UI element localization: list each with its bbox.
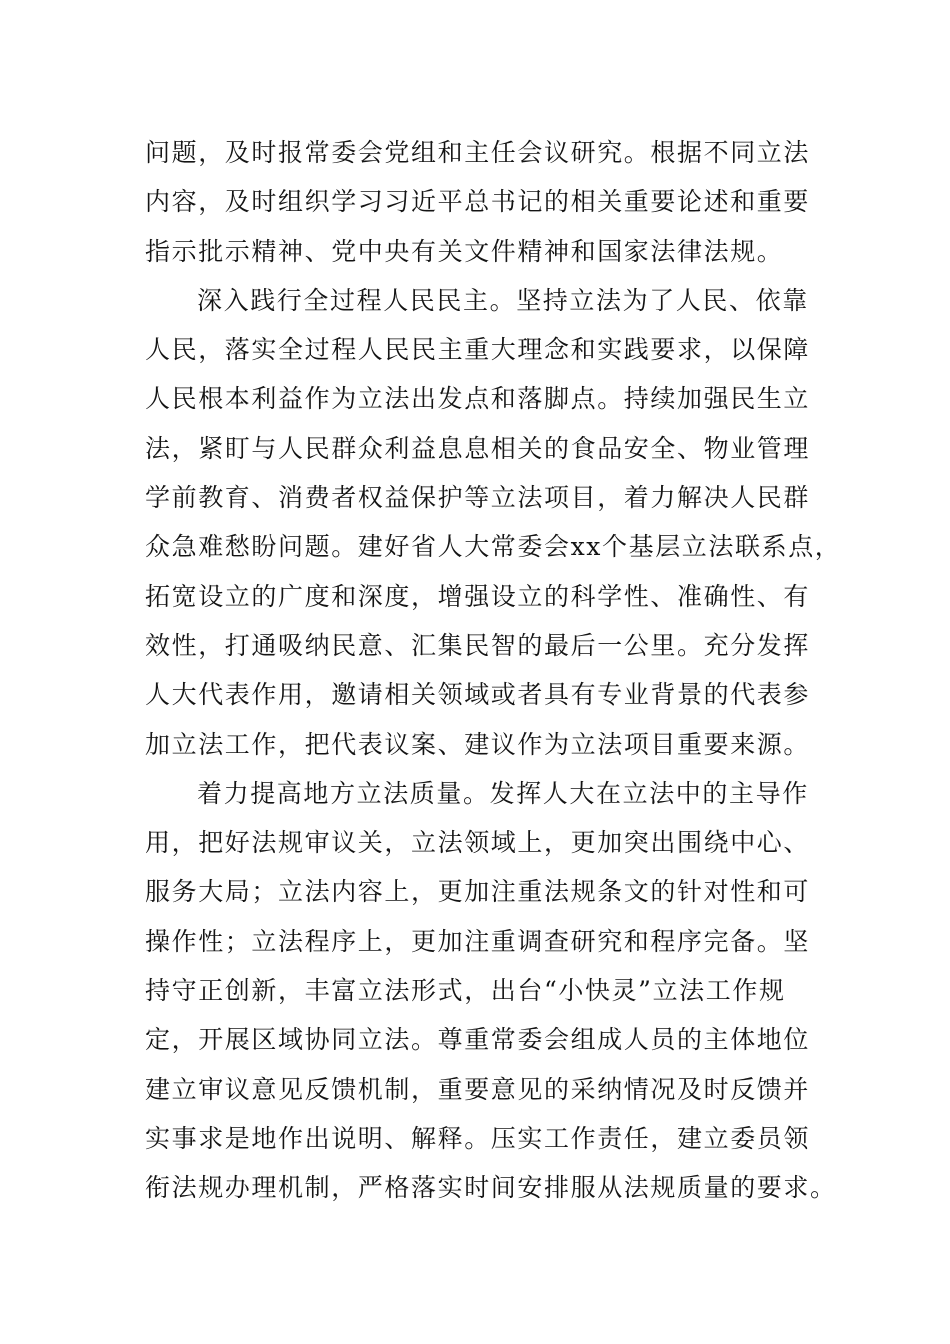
text-line: 加立法工作，把代表议案、建议作为立法项目重要来源。 [145, 729, 811, 759]
text-line: 指示批示精神、党中央有关文件精神和国家法律法规。 [145, 236, 784, 266]
text-line: 问题，及时报常委会党组和主任会议研究。根据不同立法 [145, 138, 811, 167]
text-line: 人民，落实全过程人民民主重大理念和实践要求，以保障 [145, 335, 811, 365]
text-line: 内容，及时组织学习习近平总书记的相关重要论述和重要 [145, 187, 811, 217]
text-line: 服务大局；立法内容上，更加注重法规条文的针对性和可 [145, 877, 811, 907]
text-line: 效性，打通吸纳民意、汇集民智的最后一公里。充分发挥 [145, 630, 811, 660]
text-line: 定，开展区域协同立法。尊重常委会组成人员的主体地位 [145, 1025, 811, 1055]
text-line: 法，紧盯与人民群众利益息息相关的食品安全、物业管理 [145, 433, 811, 463]
text-line: 操作性；立法程序上，更加注重调查研究和程序完备。坚 [145, 926, 811, 956]
paragraph-first-line: 着力提高地方立法质量。发挥人大在立法中的主导作 [197, 778, 809, 808]
text-line: 实事求是地作出说明、解释。压实工作责任，建立委员领 [145, 1123, 811, 1153]
text-line: 人大代表作用，邀请相关领域或者具有专业背景的代表参 [145, 680, 811, 710]
text-line: 人民根本利益作为立法出发点和落脚点。持续加强民生立 [145, 384, 811, 414]
text-line: 拓宽设立的广度和深度，增强设立的科学性、准确性、有 [145, 581, 811, 611]
paragraph-first-line: 深入践行全过程人民民主。坚持立法为了人民、依靠 [197, 285, 809, 315]
text-line: 用，把好法规审议关，立法领域上，更加突出围绕中心、 [145, 828, 811, 858]
text-line: 众急难愁盼问题。建好省人大常委会xx个基层立法联系点， [145, 532, 842, 562]
text-line: 建立审议意见反馈机制，重要意见的采纳情况及时反馈并 [145, 1074, 811, 1104]
text-line: 衔法规办理机制，严格落实时间安排服从法规质量的要求。 [145, 1173, 837, 1203]
document-body [145, 128, 845, 1213]
text-line: 学前教育、消费者权益保护等立法项目，着力解决人民群 [145, 483, 811, 513]
text-line: 持守正创新，丰富立法形式，出台“小快灵”立法工作规 [145, 976, 786, 1006]
